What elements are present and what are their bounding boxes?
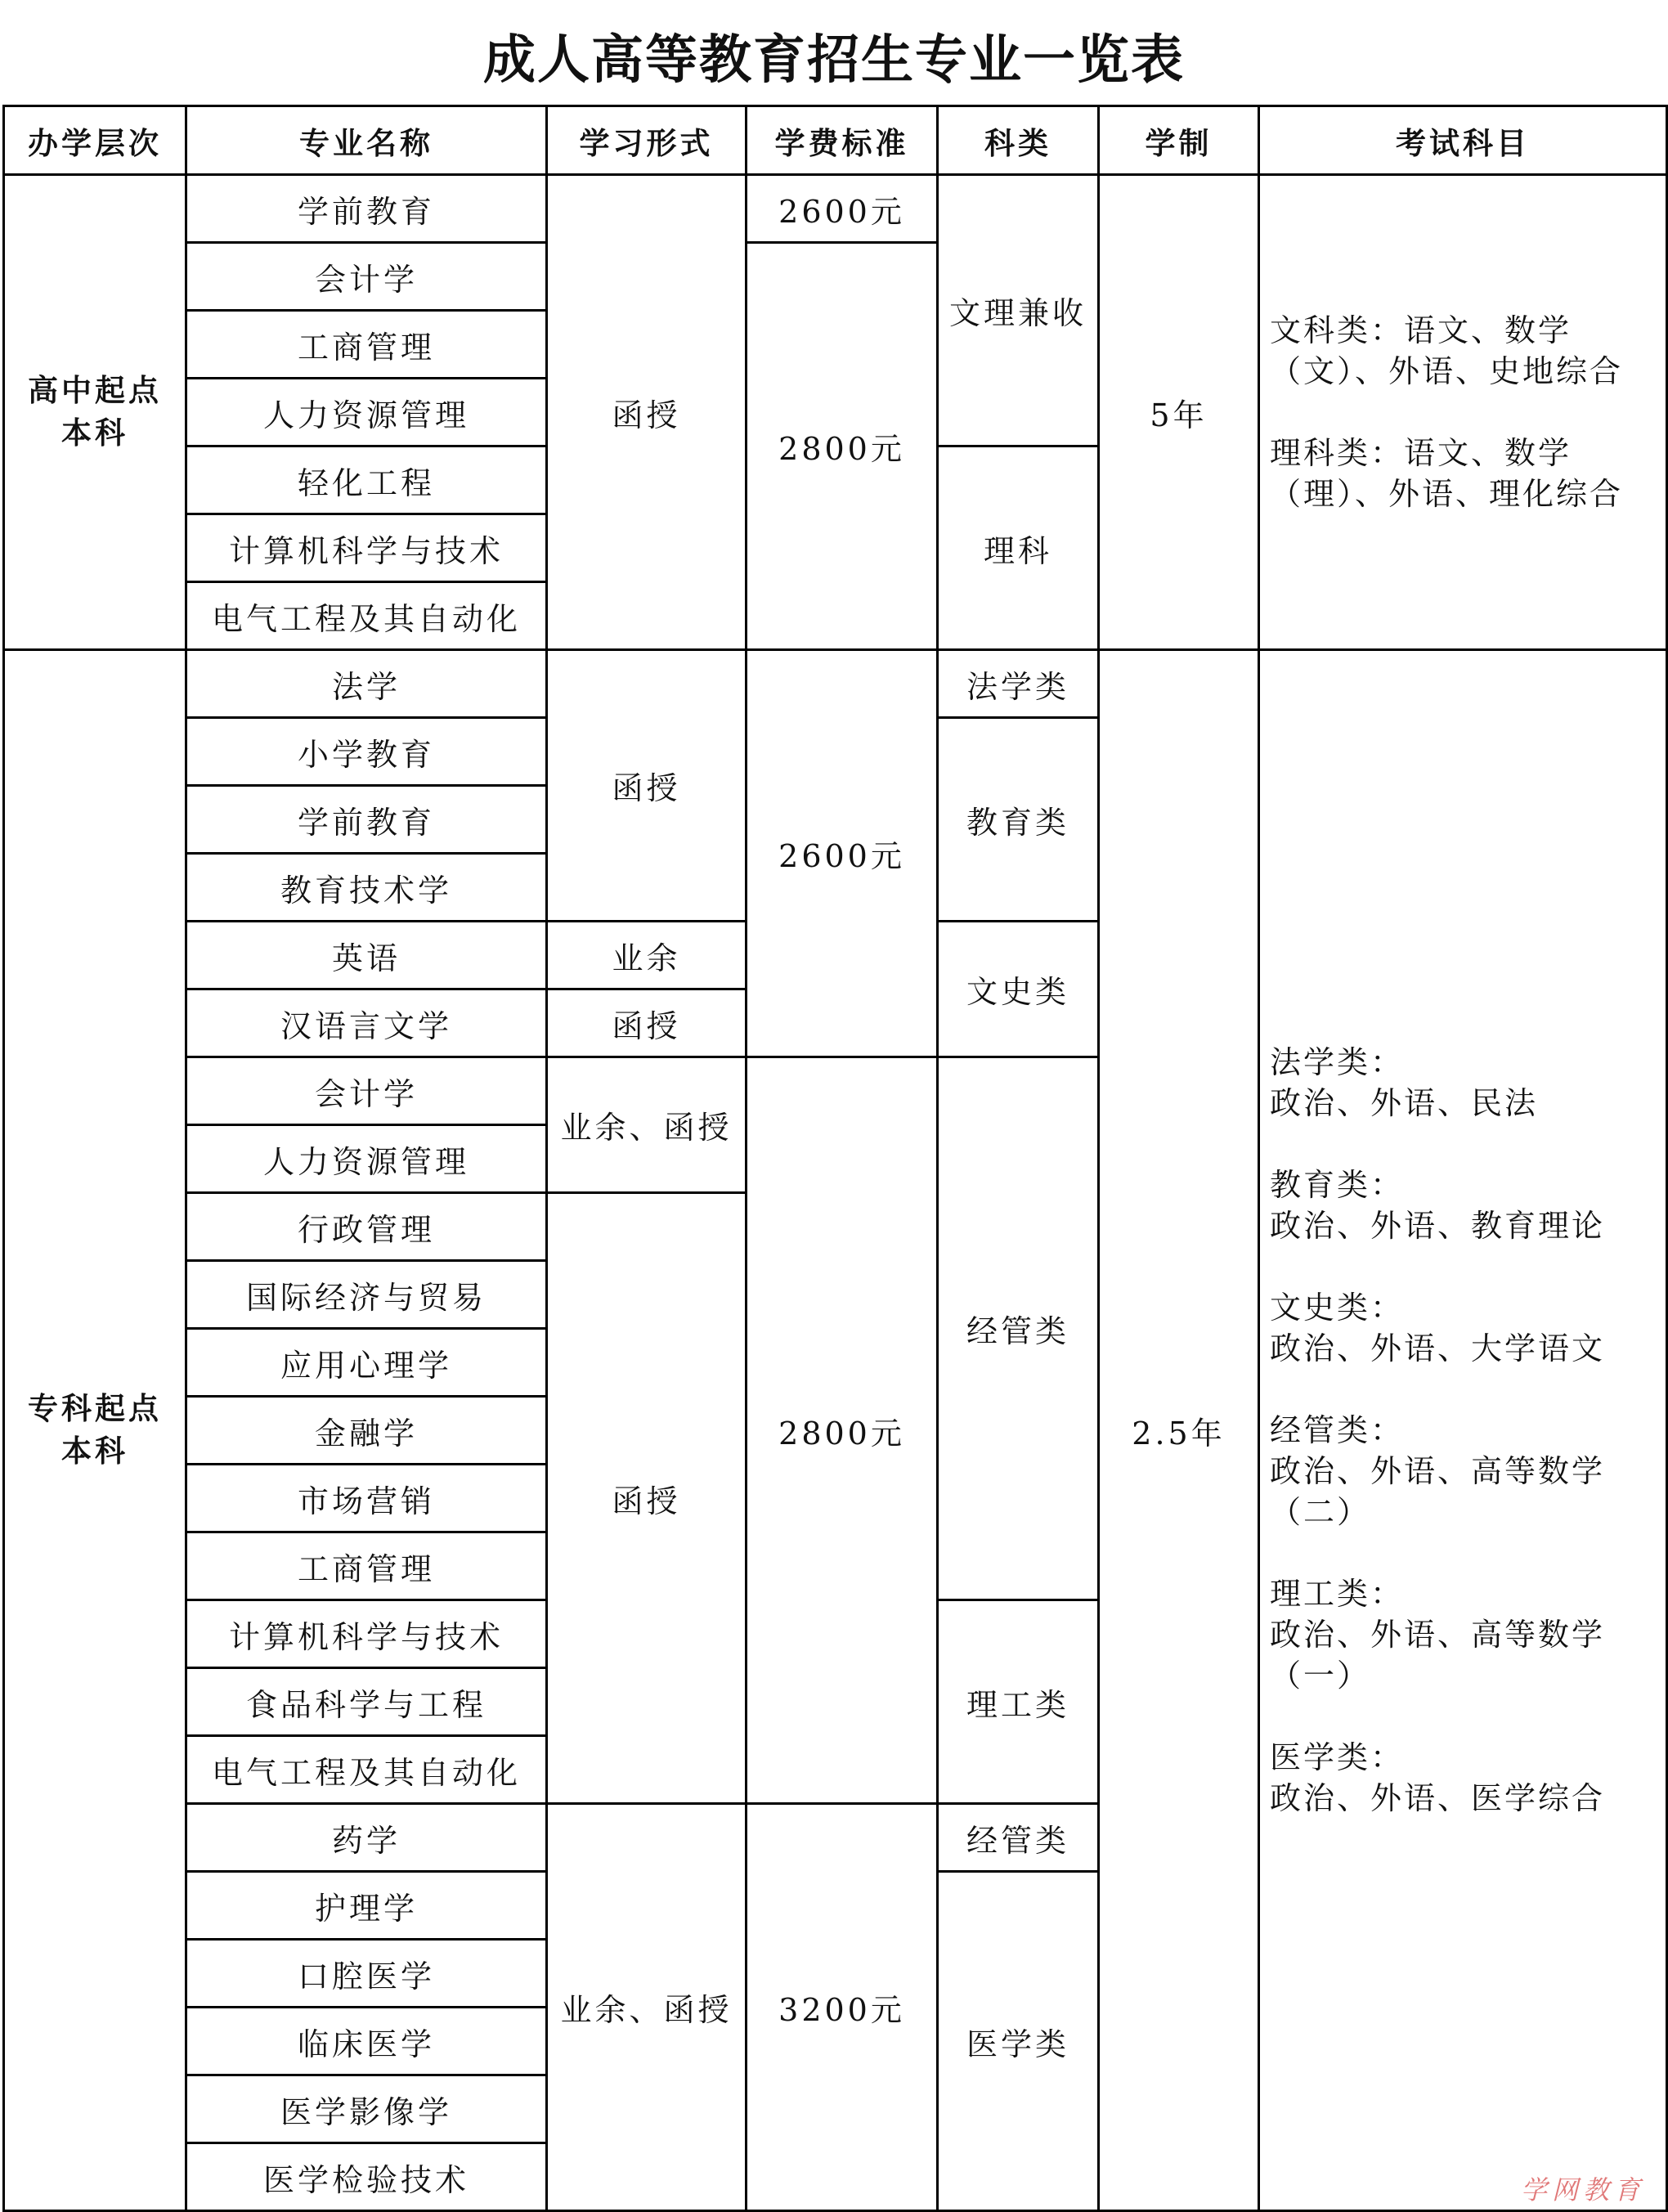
major-cell: 轻化工程 <box>186 446 547 514</box>
major-cell: 人力资源管理 <box>186 1125 547 1193</box>
exam-group: 文科类：语文、数学 （文）、外语、史地综合 <box>1270 312 1624 389</box>
major-cell: 食品科学与工程 <box>186 1668 547 1736</box>
major-cell: 金融学 <box>186 1397 547 1465</box>
major-cell: 会计学 <box>186 1057 547 1125</box>
major-cell: 行政管理 <box>186 1193 547 1261</box>
category-cell: 理科 <box>938 446 1099 650</box>
exam-group: 理工类： 政治、外语、高等数学（一） <box>1270 1576 1606 1694</box>
category-cell: 文理兼收 <box>938 175 1099 446</box>
fee-cell: 3200元 <box>747 1804 938 2211</box>
exam-subjects-cell <box>1259 175 1667 650</box>
major-cell: 临床医学 <box>186 2008 547 2075</box>
header-cell: 科类 <box>938 106 1099 175</box>
exam-group: 理科类：语文、数学 （理）、外语、理化综合 <box>1270 435 1624 512</box>
admissions-table <box>2 105 1668 2212</box>
major-cell: 医学检验技术 <box>186 2143 547 2211</box>
category-cell: 教育类 <box>938 718 1099 922</box>
major-cell: 口腔医学 <box>186 1940 547 2008</box>
fee-cell: 2800元 <box>747 1057 938 1804</box>
header-cell: 专业名称 <box>186 106 547 175</box>
major-cell: 人力资源管理 <box>186 379 547 446</box>
exam-group: 医学类： 政治、外语、医学综合 <box>1270 1739 1606 1816</box>
form-cell: 函授 <box>547 650 747 922</box>
major-cell: 应用心理学 <box>186 1329 547 1397</box>
header-cell: 学制 <box>1099 106 1259 175</box>
major-cell: 电气工程及其自动化 <box>186 582 547 650</box>
major-cell: 会计学 <box>186 243 547 311</box>
fee-cell: 2600元 <box>747 650 938 1057</box>
major-cell: 电气工程及其自动化 <box>186 1736 547 1804</box>
page-title: 成人高等教育招生专业一览表 <box>483 30 1185 91</box>
category-cell: 文史类 <box>938 922 1099 1057</box>
duration-cell: 2.5年 <box>1099 650 1259 2211</box>
fee-cell: 2600元 <box>747 175 938 243</box>
major-cell: 计算机科学与技术 <box>186 1600 547 1668</box>
level-cell: 高中起点 本科 <box>4 175 186 650</box>
header-cell: 考试科目 <box>1259 106 1667 175</box>
form-cell: 函授 <box>547 1193 747 1804</box>
exam-group: 文史类： 政治、外语、大学语文 <box>1270 1290 1606 1366</box>
fee-cell: 2800元 <box>747 243 938 650</box>
header-cell: 学习形式 <box>547 106 747 175</box>
category-cell: 经管类 <box>938 1057 1099 1600</box>
exam-group: 教育类： 政治、外语、教育理论 <box>1270 1167 1606 1244</box>
form-cell: 函授 <box>547 175 747 650</box>
major-cell: 学前教育 <box>186 786 547 854</box>
category-cell: 法学类 <box>938 650 1099 718</box>
major-cell: 药学 <box>186 1804 547 1872</box>
major-cell: 工商管理 <box>186 311 547 379</box>
major-cell: 工商管理 <box>186 1532 547 1600</box>
form-cell: 业余 <box>547 922 747 989</box>
form-cell: 函授 <box>547 989 747 1057</box>
exam-group: 法学类： 政治、外语、民法 <box>1270 1044 1539 1121</box>
watermark-logo: 学网教育 <box>1520 2174 1645 2205</box>
category-cell: 医学类 <box>938 1872 1099 2211</box>
table-row <box>4 175 1667 243</box>
major-cell: 英语 <box>186 922 547 989</box>
major-cell: 法学 <box>186 650 547 718</box>
form-cell: 业余、函授 <box>547 1057 747 1193</box>
duration-cell: 5年 <box>1099 175 1259 650</box>
major-cell: 教育技术学 <box>186 854 547 922</box>
exam-subjects-cell <box>1259 650 1667 2211</box>
category-cell: 经管类 <box>938 1804 1099 1872</box>
major-cell: 护理学 <box>186 1872 547 1940</box>
level-cell: 专科起点 本科 <box>4 650 186 2211</box>
major-cell: 小学教育 <box>186 718 547 786</box>
table-row <box>4 650 1667 718</box>
header-row <box>4 106 1667 175</box>
exam-group: 经管类： 政治、外语、高等数学（二） <box>1270 1412 1606 1530</box>
major-cell: 市场营销 <box>186 1465 547 1532</box>
major-cell: 医学影像学 <box>186 2075 547 2143</box>
header-cell: 办学层次 <box>4 106 186 175</box>
major-cell: 学前教育 <box>186 175 547 243</box>
category-cell: 理工类 <box>938 1600 1099 1804</box>
header-cell: 学费标准 <box>747 106 938 175</box>
major-cell: 汉语言文学 <box>186 989 547 1057</box>
form-cell: 业余、函授 <box>547 1804 747 2211</box>
major-cell: 国际经济与贸易 <box>186 1261 547 1329</box>
major-cell: 计算机科学与技术 <box>186 514 547 582</box>
